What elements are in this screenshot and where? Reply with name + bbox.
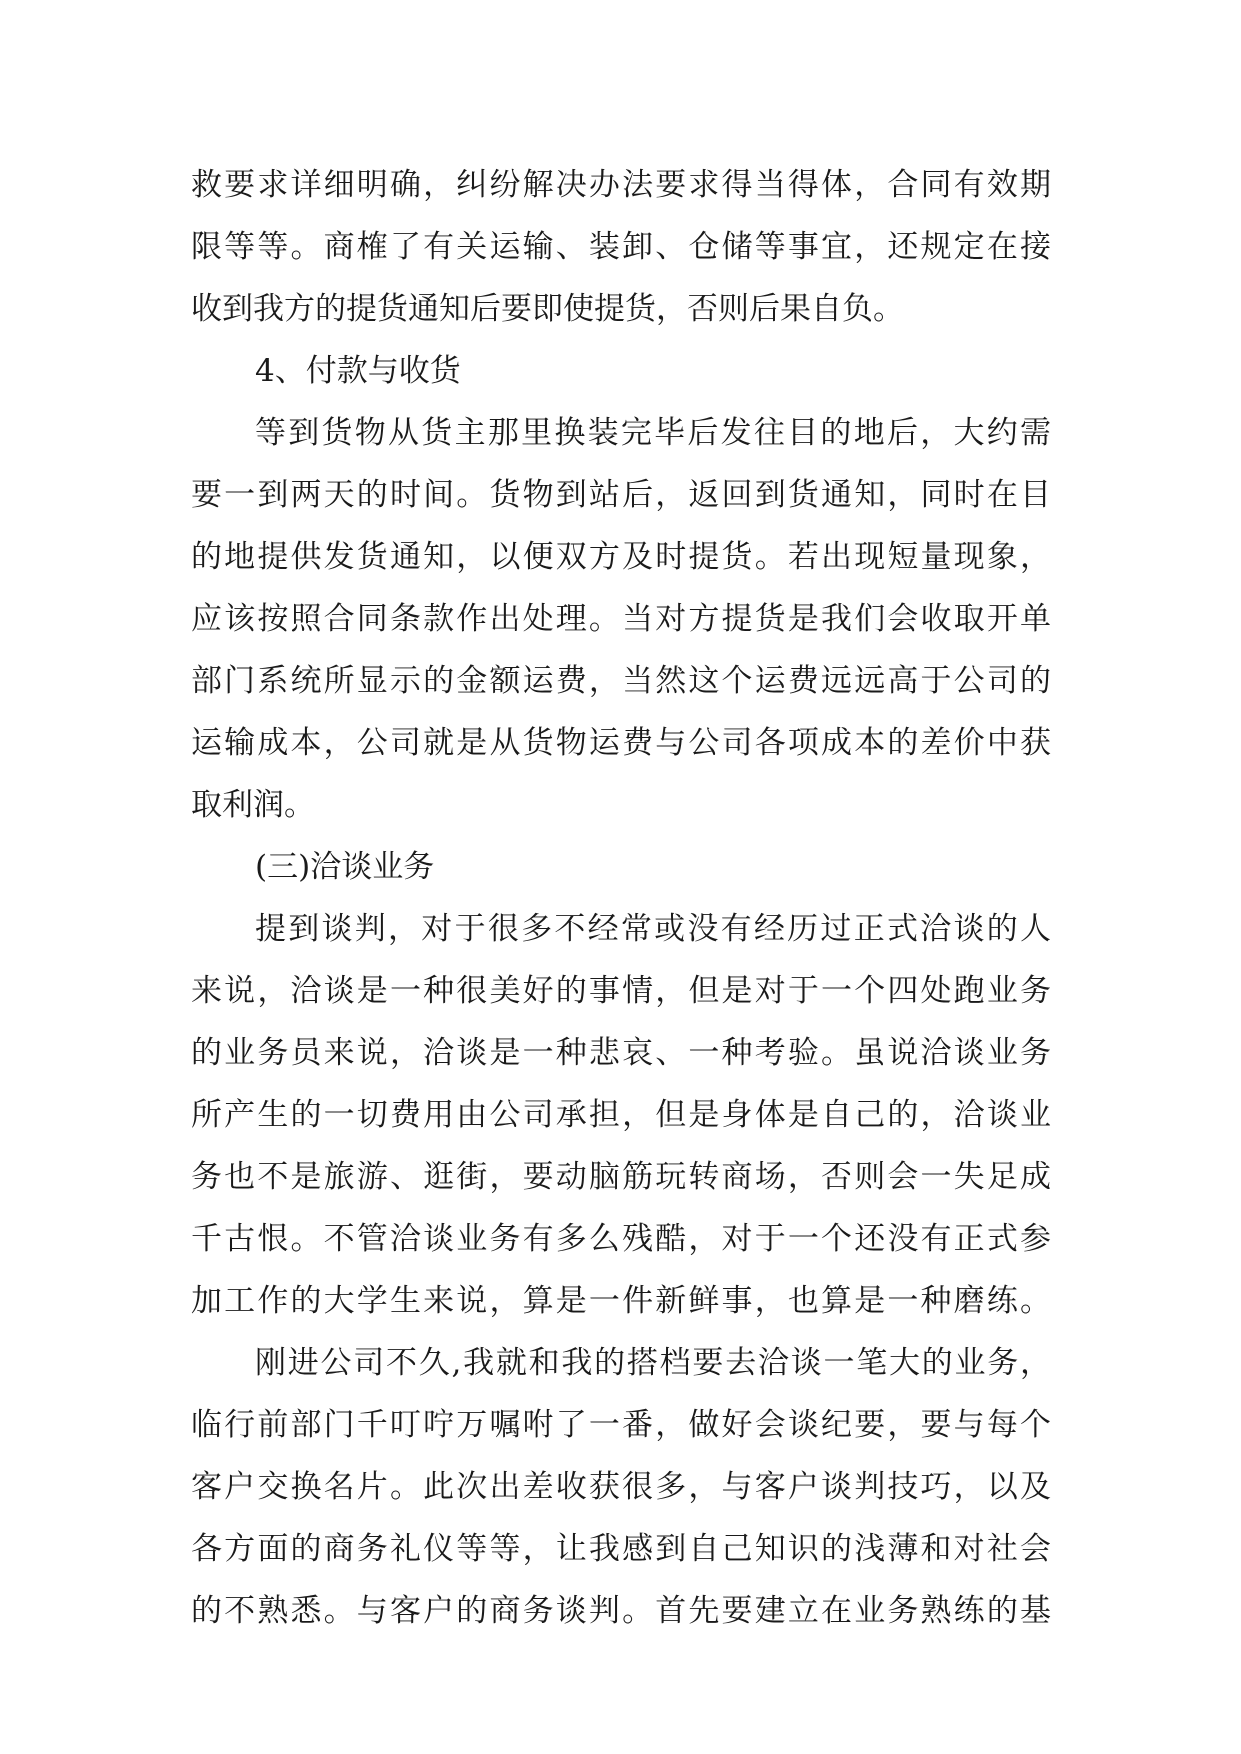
body-text-line: 收到我方的提货通知后要即使提货，否则后果自负。 (191, 291, 904, 327)
body-text-line: 的业务员来说，洽谈是一种悲哀、一种考验。虽说洽谈业务 (191, 1035, 1051, 1071)
body-text-line: 限等等。商榷了有关运输、装卸、仓储等事宜，还规定在接 (191, 229, 1051, 265)
section-heading: (三)洽谈业务 (255, 849, 435, 885)
body-text-line: 客户交换名片。此次出差收获很多，与客户谈判技巧，以及 (191, 1469, 1051, 1505)
body-text-line: 取利润。 (191, 787, 315, 823)
body-text-line: 临行前部门千叮咛万嘱咐了一番，做好会谈纪要，要与每个 (191, 1407, 1051, 1443)
body-text-line: 来说，洽谈是一种很美好的事情，但是对于一个四处跑业务 (191, 973, 1051, 1009)
body-text-line: 要一到两天的时间。货物到站后，返回到货通知，同时在目 (191, 477, 1051, 513)
paragraph-first-line: 等到货物从货主那里换装完毕后发往目的地后，大约需 (255, 415, 1051, 451)
body-text-line: 务也不是旅游、逛街，要动脑筋玩转商场，否则会一失足成 (191, 1159, 1051, 1195)
body-text-line: 加工作的大学生来说，算是一件新鲜事，也算是一种磨练。 (191, 1283, 1051, 1319)
body-text-line: 应该按照合同条款作出处理。当对方提货是我们会收取开单 (191, 601, 1051, 637)
body-text-line: 千古恨。不管洽谈业务有多么残酷，对于一个还没有正式参 (191, 1221, 1051, 1257)
body-text-line: 救要求详细明确，纠纷解决办法要求得当得体，合同有效期 (191, 167, 1051, 203)
paragraph-first-line: 提到谈判，对于很多不经常或没有经历过正式洽谈的人 (255, 911, 1051, 947)
body-text-line: 的地提供发货通知，以便双方及时提货。若出现短量现象， (191, 539, 1051, 575)
body-text-line: 部门系统所显示的金额运费，当然这个运费远远高于公司的 (191, 663, 1051, 699)
document-body (191, 154, 1051, 1642)
body-text-line: 各方面的商务礼仪等等，让我感到自己知识的浅薄和对社会 (191, 1531, 1051, 1567)
body-text-line: 所产生的一切费用由公司承担，但是身体是自己的，洽谈业 (191, 1097, 1051, 1133)
section-heading: 4、付款与收货 (255, 353, 461, 389)
body-text-line: 的不熟悉。与客户的商务谈判。首先要建立在业务熟练的基 (191, 1593, 1051, 1629)
paragraph-first-line: 刚进公司不久,我就和我的搭档要去洽谈一笔大的业务， (255, 1345, 1051, 1381)
body-text-line: 运输成本，公司就是从货物运费与公司各项成本的差价中获 (191, 725, 1051, 761)
